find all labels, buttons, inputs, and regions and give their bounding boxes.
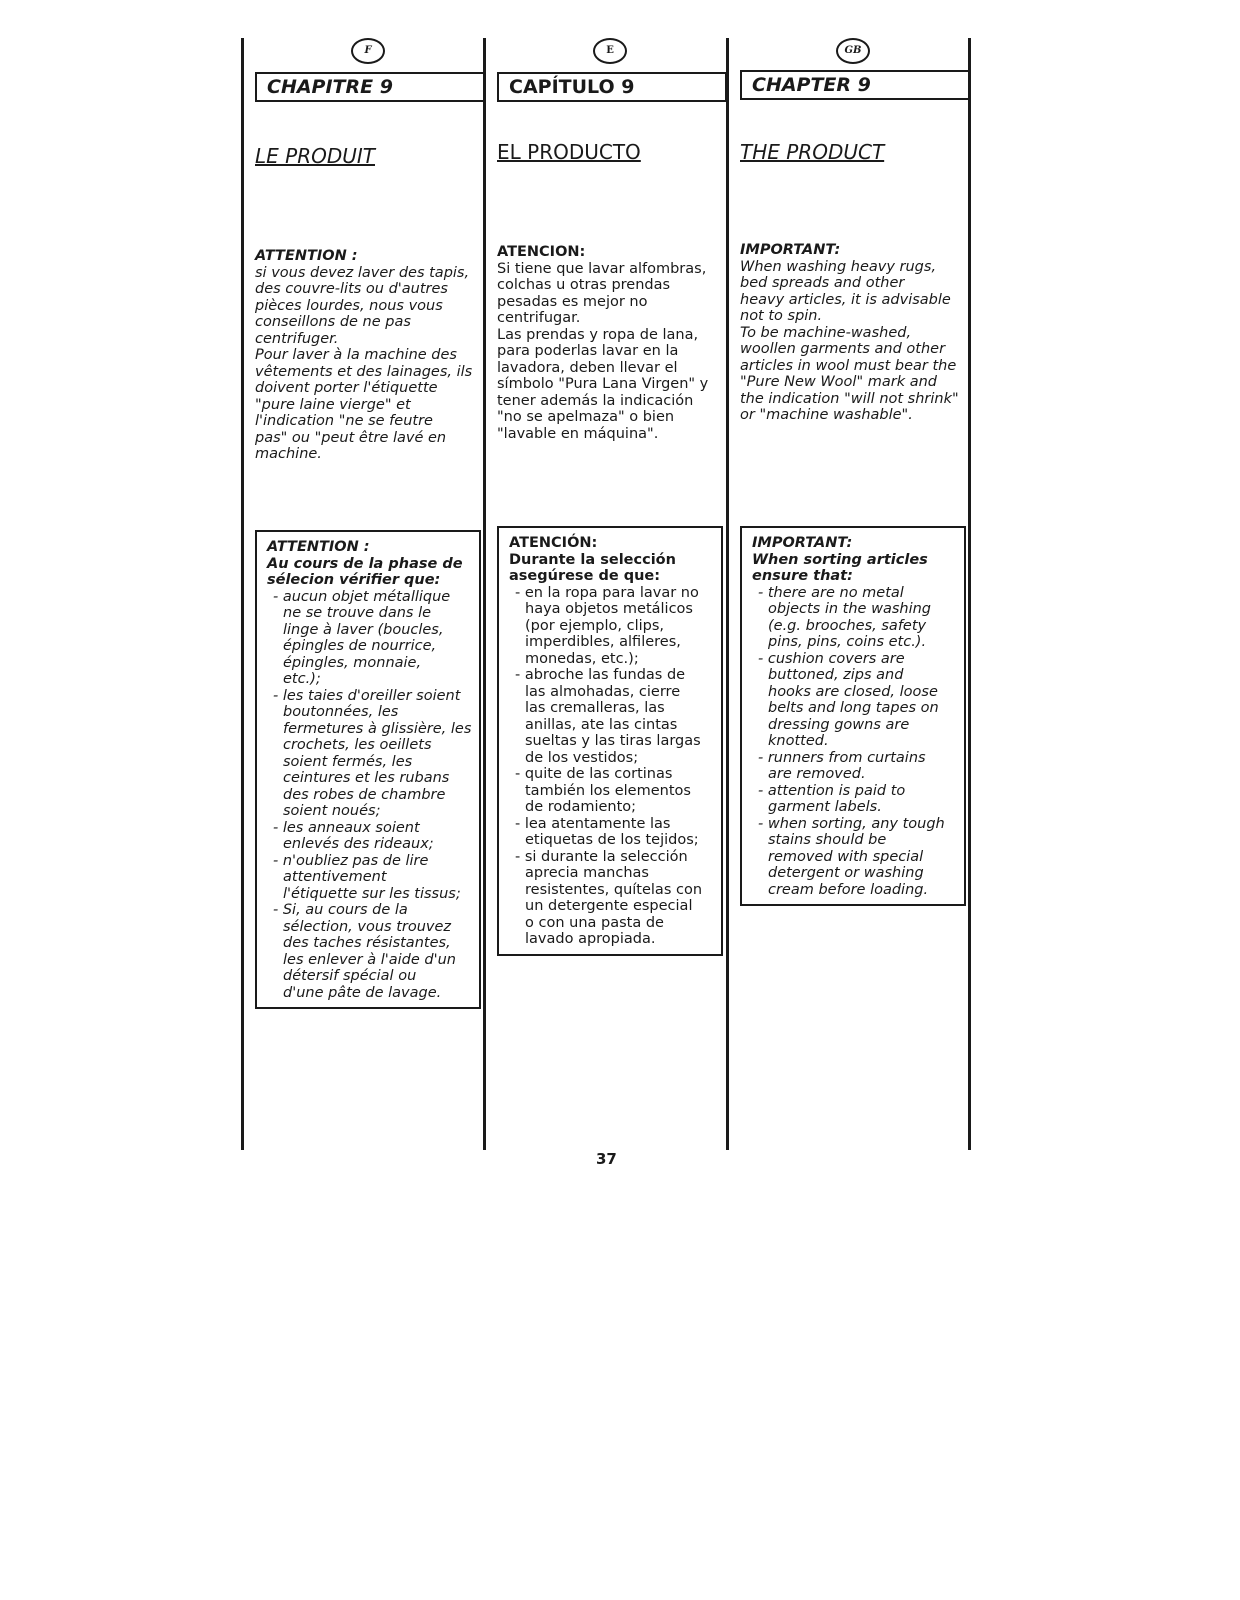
box-lead: Au cours de la phase de sélecion vérifier que: bbox=[267, 555, 463, 588]
box-lead: When sorting articles ensure that: bbox=[752, 551, 928, 584]
attention-text: When washing heavy rugs, bed spreads and other heavy articles, it is advisable not to spin. To be machine-washed, woollen garments and other articles in wool must bear the "Pure New Wool" mark and the indication "will not shrink" or "machine washable". bbox=[740, 258, 959, 423]
checklist-item: - n'oubliez pas de lire attentivement l'étiquette sur les tissus; bbox=[273, 852, 461, 902]
checklist-item: - les taies d'oreiller soient boutonnées, les fermetures à glissière, les crochets, les oeillets soient fermés, les ceintures et les rubans des robes de chambre soient noués; bbox=[273, 687, 472, 819]
checklist-item: - en la ropa para lavar no haya objetos metálicos (por ejemplo, clips, imperdibles, alfileres, monedas, etc.); bbox=[515, 584, 699, 667]
attention-text: si vous devez laver des tapis, des couvre-lits ou d'autres pièces lourdes, nous vous conseillons de ne pas centrifuger. Pour laver à la machine des vêtements et des lainages, ils doivent porter l'étiquette "pure laine vierge" et l'indication "ne se feutre pas" ou "peut être lavé en machine. bbox=[255, 264, 473, 462]
attention-heading: ATENCION: bbox=[497, 244, 586, 260]
checklist-item: - aucun objet métallique ne se trouve dans le linge à laver (boucles, épingles de nourrice, épingles, monnaie, etc.); bbox=[273, 588, 451, 687]
page-number: 37 bbox=[596, 1150, 617, 1168]
checklist-item: - les anneaux soient enlevés des rideaux; bbox=[273, 819, 434, 852]
section-title: EL PRODUCTO bbox=[497, 140, 641, 164]
column-rule-right bbox=[968, 38, 971, 1150]
checklist-item: - attention is paid to garment labels. bbox=[758, 782, 906, 815]
language-badge-french: F bbox=[351, 38, 385, 64]
language-badge-english: GB bbox=[836, 38, 870, 64]
checklist-item: - when sorting, any tough stains should be removed with special detergent or washing cream before loading. bbox=[758, 815, 945, 898]
attention-paragraph bbox=[255, 248, 477, 463]
checklist bbox=[267, 589, 479, 1002]
checklist-item: - si durante la selección aprecia manchas resistentes, quítelas con un detergente especial o con una pasta de lavado apropiada. bbox=[515, 848, 703, 947]
attention-heading: IMPORTANT: bbox=[740, 242, 841, 258]
column-rule-center-right bbox=[726, 38, 729, 1150]
box-heading: ATENCIÓN: bbox=[509, 535, 598, 551]
checklist-item: - runners from curtains are removed. bbox=[758, 749, 926, 782]
section-title: THE PRODUCT bbox=[740, 140, 885, 164]
checklist bbox=[509, 585, 721, 948]
sorting-checklist-box bbox=[740, 526, 966, 906]
box-heading: IMPORTANT: bbox=[752, 535, 853, 551]
section-title: LE PRODUIT bbox=[255, 144, 375, 168]
sorting-checklist-box bbox=[497, 526, 723, 956]
checklist-item: - there are no metal objects in the washing (e.g. brooches, safety pins, pins, coins etc.). bbox=[758, 584, 931, 650]
attention-paragraph bbox=[740, 242, 962, 424]
chapter-heading: CHAPTER 9 bbox=[740, 70, 970, 100]
chapter-heading: CAPÍTULO 9 bbox=[497, 72, 727, 102]
checklist bbox=[752, 585, 964, 899]
language-badge-spanish: E bbox=[593, 38, 627, 64]
attention-text: Si tiene que lavar alfombras, colchas u otras prendas pesadas es mejor no centrifugar. Las prendas y ropa de lana, para poderlas lavar en la lavadora, deben llevar el símbolo "Pura Lana Virgen" y tener además la indicación "no se apelmaza" o bien "lavable en máquina". bbox=[497, 260, 709, 442]
chapter-heading: CHAPITRE 9 bbox=[255, 72, 485, 102]
checklist-item: - quite de las cortinas también los elementos de rodamiento; bbox=[515, 766, 691, 815]
box-heading: ATTENTION : bbox=[267, 539, 370, 555]
column-rule-center-left bbox=[483, 38, 486, 1150]
attention-paragraph bbox=[497, 244, 719, 442]
checklist-item: - lea atentamente las etiquetas de los tejidos; bbox=[515, 815, 699, 848]
checklist-item: - abroche las fundas de las almohadas, cierre las cremalleras, las anillas, ate las cintas sueltas y las tiras largas de los vestidos; bbox=[515, 667, 701, 766]
box-lead: Durante la selección asegúrese de que: bbox=[509, 551, 676, 584]
sorting-checklist-box bbox=[255, 530, 481, 1009]
checklist-item: - Si, au cours de la sélection, vous trouvez des taches résistantes, les enlever à l'aide d'un détersif spécial ou d'une pâte de lavage. bbox=[273, 902, 456, 1001]
column-rule-left bbox=[241, 38, 244, 1150]
attention-heading: ATTENTION : bbox=[255, 248, 358, 264]
checklist-item: - cushion covers are buttoned, zips and hooks are closed, loose belts and long tapes on dressing gowns are knotted. bbox=[758, 650, 939, 749]
